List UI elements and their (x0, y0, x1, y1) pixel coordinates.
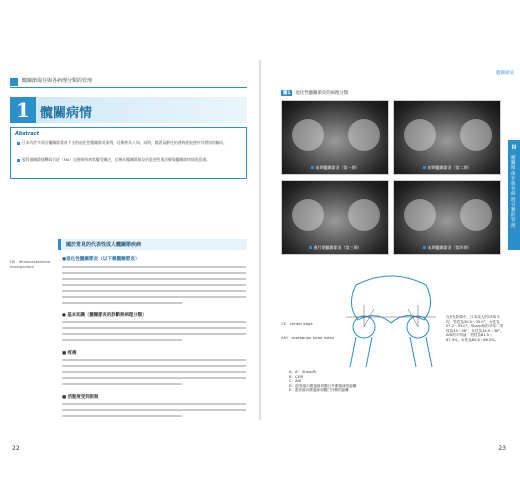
thumb-index-tab (508, 140, 520, 250)
right-page (261, 60, 520, 452)
subhead-basics: ● 基本知識（髖關節炎的診斷與病理分類） (62, 313, 147, 318)
xray-label (282, 245, 388, 251)
body-text-line (62, 266, 246, 268)
femoral-head-shape (404, 119, 436, 151)
ce-angle-line-right (408, 309, 418, 327)
xray-stage-2 (393, 100, 501, 175)
diagram-note-ce: CE：center edge (281, 321, 313, 326)
body-text-line (62, 383, 182, 385)
chapter-title: 髖關病情 (40, 106, 93, 121)
body-text-line (62, 339, 182, 341)
body-text-line (62, 415, 182, 417)
diagram-legend: 在X光影像中，日本成人的CE角平均：男性為30.0～35.0°，女性為27.2～33.0°，Sharp角的平均：男性為35～38°，女性為34.0～38°。AHI的平均值：男性為81.5～87.9%，女性為80.6～86.5%。 (446, 315, 504, 342)
xray-stage-3 (281, 180, 389, 255)
key-item: C：AHI (289, 379, 302, 384)
figure-caption (281, 90, 348, 96)
body-text-line (62, 290, 246, 292)
body-text-line (62, 333, 246, 335)
abstract-item-text: 股骨頭關節撞擊綜合症（FAI）這裡新的病狀髖受關注，近幾年髖關節保存的重要性與治療與髖關節病情的意涵。 (22, 157, 210, 162)
page-number-right: 23 (498, 445, 506, 452)
running-header (10, 78, 247, 88)
chapter-number: 1 (10, 97, 36, 123)
subhead-rom: ■ 活動度受到限制 (62, 395, 99, 400)
xray-stage-4 (393, 180, 501, 255)
key-item: B：CE角 (289, 374, 304, 379)
pelvis-diagram (336, 265, 446, 370)
figure-caption-text: 退化性髖關節炎的病理分類 (295, 91, 349, 96)
body-text-line (62, 327, 246, 329)
margin-note: FAI：femoroacetabular impingement (10, 260, 51, 269)
femoral-head-shape (348, 199, 380, 231)
body-text-line (62, 403, 246, 405)
body-text-line (62, 365, 246, 367)
subhead-oa: ●退化性髖關節炎（以下稱髖關節炎） (62, 257, 140, 262)
xray-label (394, 245, 500, 251)
abstract-item (17, 140, 241, 145)
femoral-head-shape (292, 119, 324, 151)
left-femur-shaft (350, 337, 372, 367)
xray-label-text: 進行期髖關節炎（第三期） (313, 245, 362, 250)
body-text-line (62, 302, 182, 304)
ce-angle-line (364, 309, 374, 327)
left-page (0, 60, 259, 452)
bullet-icon (17, 159, 20, 162)
abstract-title: Abstract (15, 131, 40, 137)
body-text-line (62, 377, 246, 379)
diagram-note-ahi: AHI：acetabular head index (281, 335, 334, 340)
header-marker-icon (10, 78, 18, 86)
figure-number: 圖1 (283, 91, 291, 96)
femoral-head-shape (460, 199, 492, 231)
key-item: D：股骨頭內側邊緣到髖臼外側邊緣的距離 (289, 383, 357, 388)
thumb-number: II (511, 144, 517, 151)
diagram-key-list (289, 370, 356, 393)
body-text-line (62, 371, 246, 373)
label-marker-icon (423, 166, 426, 169)
body-text-line (62, 321, 246, 323)
label-marker-icon (423, 246, 426, 249)
bullet-icon (17, 142, 20, 145)
xray-label (282, 165, 388, 171)
body-text-line (62, 272, 246, 274)
body-text-line (62, 296, 246, 298)
femoral-head-shape (404, 199, 436, 231)
label-marker-icon (309, 246, 312, 249)
xray-label-text: 末期髖關節炎（第四期） (427, 245, 472, 250)
right-femur-shaft (410, 337, 432, 367)
running-header-text: 髖關節保存與各病理分類的管理 (22, 78, 93, 84)
femoral-head-shape (348, 119, 380, 151)
xray-stage-1 (281, 100, 389, 175)
body-text-line (62, 409, 246, 411)
thumb-text: 髖關節保存與各病理分類的管理 (511, 156, 516, 229)
femoral-head-shape (292, 199, 324, 231)
section-heading-text: 國於常見的代表性成人髖關節疾病 (66, 242, 142, 248)
xray-label-text: 前期髖關節炎（第一期） (315, 165, 360, 170)
body-text-line (62, 278, 246, 280)
thumb-label: 髖關節症 (496, 71, 514, 76)
label-marker-icon (311, 166, 314, 169)
key-item: E：股骨頭內側邊緣到髖臼外側的距離 (289, 388, 349, 393)
abstract-item-text: 日本有許多原計髖關節發育不全的退化性髖關節炎案例，這類疾為人知，同時，隨著高齡化的發病進展便有有增加的傾向。 (22, 140, 228, 145)
abstract-item (17, 157, 241, 162)
subhead-pain: ■ 疼痛 (62, 351, 77, 356)
page-number-left: 22 (12, 445, 20, 452)
body-text-line (62, 359, 246, 361)
key-item: A、A'：Sharp角 (289, 370, 317, 374)
femoral-head-shape (460, 119, 492, 151)
section-heading (58, 239, 247, 250)
xray-label (394, 165, 500, 171)
abstract-box (10, 127, 247, 179)
xray-label-text: 初期髖關節炎（第二期） (427, 165, 472, 170)
body-text-line (62, 284, 246, 286)
